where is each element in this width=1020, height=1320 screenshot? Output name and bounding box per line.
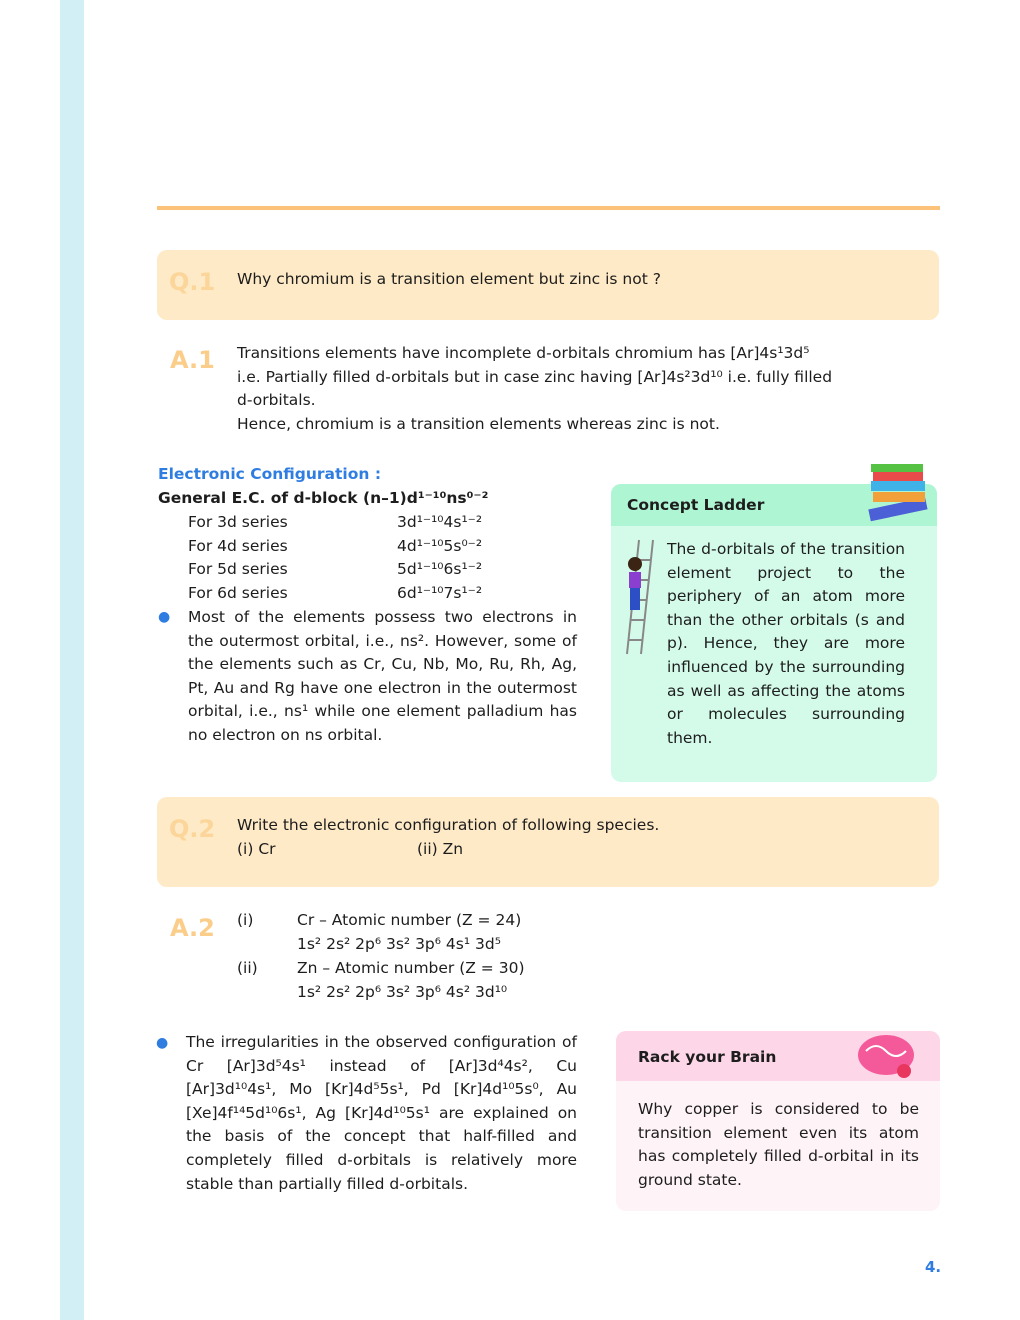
question-number: Q.1 <box>169 268 216 296</box>
a2-config: 1s² 2s² 2p⁶ 3s² 3p⁶ 4s² 3d¹⁰ <box>297 983 508 1001</box>
series-config: 6d¹⁻¹⁰7s¹⁻² <box>397 583 483 602</box>
series-label: For 4d series <box>188 536 288 555</box>
question-text: Why chromium is a transition element but zinc is not ? <box>237 270 661 288</box>
left-margin-stripe <box>60 0 84 1320</box>
question-2-box <box>157 797 939 887</box>
series-label: For 3d series <box>188 513 288 531</box>
a2-config: 1s² 2s² 2p⁶ 3s² 3p⁶ 4s¹ 3d⁵ <box>297 935 501 953</box>
question-option: (ii) Zn <box>417 840 464 858</box>
bullet-icon: ● <box>156 1035 169 1051</box>
page-number: 4. <box>925 1258 942 1276</box>
series-label: For 6d series <box>188 583 288 602</box>
a2-label: (ii) <box>237 959 258 977</box>
series-table <box>188 511 482 605</box>
answer-line: i.e. Partially filled d-orbitals but in case zinc having [Ar]4s²3d¹⁰ i.e. fully filled <box>237 367 833 386</box>
answer-number: A.2 <box>170 914 215 942</box>
question-text: Write the electronic configuration of following species. <box>237 816 660 834</box>
rack-your-brain-box <box>616 1031 940 1211</box>
series-config: 3d¹⁻¹⁰4s¹⁻² <box>397 513 483 531</box>
books-icon <box>865 464 935 526</box>
ladder-girl-icon <box>621 536 659 658</box>
answer-line: Transitions elements have incomplete d-orbitals chromium has [Ar]4s¹3d⁵ <box>237 344 810 362</box>
general-ec: General E.C. of d-block (n–1)d¹⁻¹⁰ns⁰⁻² <box>158 489 489 507</box>
concept-ladder-text: The d-orbitals of the transition element project to the periphery of an atom more than the other orbitals (s and p). Hence, they are more influenced by the surrounding as well as affecting the atoms or molecules surrounding them. <box>667 540 905 747</box>
section-heading: Electronic Configuration : <box>158 465 382 483</box>
answer-number: A.1 <box>170 346 215 374</box>
rack-your-brain-text: Why copper is considered to be transition element even its atom has completely filled d-orbital in its ground state. <box>638 1100 919 1189</box>
question-option: (i) Cr <box>237 840 276 858</box>
header-divider <box>157 206 940 210</box>
a2-line: Cr – Atomic number (Z = 24) <box>297 911 522 929</box>
series-config: 4d¹⁻¹⁰5s⁰⁻² <box>397 536 483 555</box>
bullet-text: Most of the elements possess two electrons in the outermost orbital, i.e., ns². However, some of the elements such as Cr, Cu, Nb, Mo, Ru, Rh, Ag, Pt, Au and Rg have one electron in the outermost orbital, i.e., ns¹ while one element palladium has no electron on ns orbital. <box>188 608 577 744</box>
bullet-icon: ● <box>158 609 171 625</box>
series-label: For 5d series <box>188 560 288 579</box>
irregularities-text: The irregularities in the observed configuration of Cr [Ar]3d⁵4s¹ instead of [Ar]3d⁴4s², Cu [Ar]3d¹⁰4s¹, Mo [Kr]4d⁵5s¹, Pd [Kr]4d¹⁰5s⁰, Au [Xe]4f¹⁴5d¹⁰6s¹, Ag [Kr]4d¹⁰5s¹ are explained on the basis of the concept that half-filled and completely filled d-orbitals is relatively more stable than partially filled d-orbitals. <box>186 1033 577 1193</box>
question-number: Q.2 <box>169 815 216 843</box>
a2-line: Zn – Atomic number (Z = 30) <box>297 959 525 977</box>
answer-line: Hence, chromium is a transition elements whereas zinc is not. <box>237 414 720 433</box>
brain-icon <box>856 1031 920 1083</box>
concept-ladder-title: Concept Ladder <box>627 496 765 514</box>
question-1-box <box>157 250 939 320</box>
concept-ladder-box <box>611 484 937 782</box>
answer-line: d-orbitals. <box>237 391 316 410</box>
answer-1-text <box>237 342 917 436</box>
series-config: 5d¹⁻¹⁰6s¹⁻² <box>397 560 483 579</box>
a2-label: (i) <box>237 911 254 929</box>
rack-your-brain-title: Rack your Brain <box>638 1048 777 1066</box>
